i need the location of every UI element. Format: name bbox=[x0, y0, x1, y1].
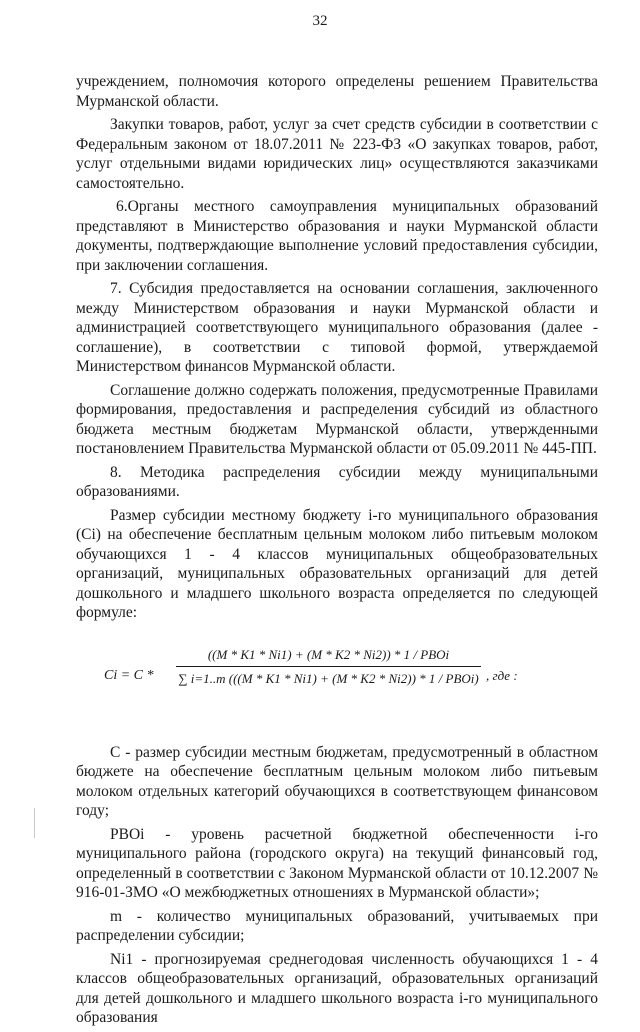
paragraph-1: учреждением, полномочия которого определены решением Правительства Мурманской области. bbox=[76, 73, 598, 110]
formula-tail: , где : bbox=[486, 667, 518, 683]
paragraph-11: Ni1 - прогнозируемая среднегодовая численность обучающихся 1 - 4 классов общеобразовательных организаций, образовательных организаций для детей дошкольного и младшего школьного возраста i-го муниципального образования bbox=[76, 950, 598, 1026]
margin-mark bbox=[34, 808, 35, 838]
document-body bbox=[76, 72, 598, 1032]
page-number: 32 bbox=[312, 13, 328, 29]
paragraph-7: Размер субсидии местному бюджету i-го муниципального образования (Ci) на обеспечение бесплатным цельным молоком либо питьевым молоком обучающихся 1 - 4 классов муниципальных общеобразовательных организаций, муниципальных образовательных организаций для детей дошкольного и младшего школьного возраста определяется по следующей формуле: bbox=[76, 506, 598, 621]
paragraph-4: 7. Субсидия предоставляется на основании соглашения, заключенного между Министерством образования и науки Мурманской области и администрацией соответствующего муниципального образования (далее - соглашение), в соответствии с типовой формой, утверждаемой Министерством финансов Мурманской области. bbox=[76, 280, 598, 375]
paragraph-3: 6.Органы местного самоуправления муниципальных образований представляют в Министерство образования и науки Мурманской области документы, подтверждающие выполнение условий предоставления субсидии, при заключении соглашения. bbox=[76, 198, 598, 274]
paragraph-2: Закупки товаров, работ, услуг за счет средств субсидии в соответствии с Федеральным законом от 18.07.2011 № 223-ФЗ «О закупках товаров, работ, услуг отдельными видами юридических лиц» осуществляются заказчиками самостоятельно. bbox=[76, 116, 598, 192]
paragraph-5: Соглашение должно содержать положения, предусмотренные Правилами формирования, предоставления и распределения субсидий из областного бюджета местным бюджетам Мурманской области, утвержденными постановлением Правительства Мурманской области от 05.09.2011 № 445-ПП. bbox=[76, 381, 598, 457]
paragraph-6: 8. Методика распределения субсидии между муниципальными образованиями. bbox=[76, 463, 598, 500]
formula-numerator: ((M * K1 * Ni1) + (M * K2 * Ni2)) * 1 / PBOi bbox=[207, 646, 450, 662]
formula-fraction bbox=[176, 645, 481, 689]
paragraph-9: PBOi - уровень расчетной бюджетной обеспеченности i-го муниципального района (городского округа) на текущий финансовый год, определенный в соответствии с Законом Мурманской области от 10.12.2007 № 916-01-ЗМО «О межбюджетных отношениях в Мурманской области»; bbox=[76, 825, 598, 901]
paragraph-10: m - количество муниципальных образований, учитываемых при распределении субсидии; bbox=[76, 907, 598, 944]
fraction-bar bbox=[176, 666, 481, 667]
formula-denominator: ∑ i=1..m (((M * K1 * Ni1) + (M * K2 * Ni2)) * 1 / PBOi) bbox=[178, 670, 479, 686]
subsidy-formula bbox=[76, 645, 598, 707]
formula-lhs: Ci = C * bbox=[104, 667, 154, 683]
paragraph-8: С - размер субсидии местным бюджетам, предусмотренный в областном бюджете на обеспечение бесплатным цельным молоком либо питьевым молоком отдельных категорий обучающихся в соответствующем финансовом году; bbox=[76, 743, 598, 819]
